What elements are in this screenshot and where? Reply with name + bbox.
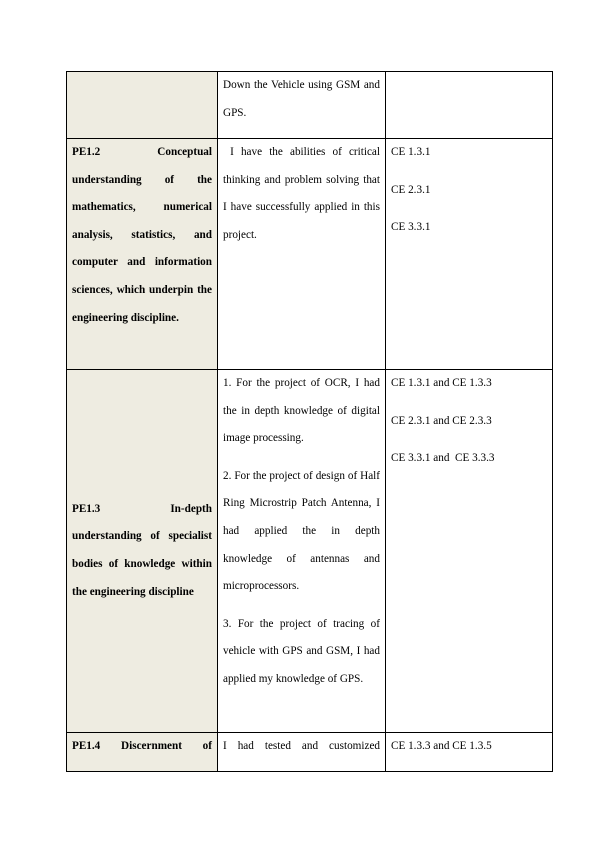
description-cell bbox=[218, 370, 386, 733]
element-text: PE1.4 Discernment of bbox=[72, 740, 212, 752]
reference-cell bbox=[386, 139, 553, 370]
table-row bbox=[67, 139, 553, 370]
ce-reference: CE 2.3.1 and CE 2.3.3 bbox=[391, 414, 492, 427]
description-cell bbox=[218, 139, 386, 370]
description-paragraph: Down the Vehicle using GSM and GPS. bbox=[223, 79, 380, 119]
reference-cell bbox=[386, 370, 553, 733]
ce-reference: CE 3.3.1 bbox=[391, 221, 431, 234]
description-paragraph: I had tested and customized bbox=[223, 740, 380, 752]
ce-reference: CE 2.3.1 bbox=[391, 183, 431, 196]
element-text: PE1.3 In-depth understanding of specialist bodies of knowledge within the engineering discipline bbox=[72, 502, 212, 598]
element-cell bbox=[67, 72, 218, 139]
ce-reference: CE 1.3.1 bbox=[391, 146, 431, 158]
description-cell bbox=[218, 72, 386, 139]
table-row bbox=[67, 733, 553, 772]
competency-table bbox=[66, 71, 553, 772]
table-row bbox=[67, 370, 553, 733]
ce-reference: CE 3.3.1 and CE 3.3.3 bbox=[391, 452, 495, 465]
element-cell bbox=[67, 370, 218, 733]
element-cell bbox=[67, 139, 218, 370]
element-cell bbox=[67, 733, 218, 772]
description-cell bbox=[218, 733, 386, 772]
description-paragraph: I have the abilities of critical thinking and problem solving that I have successfully applied in this project. bbox=[223, 146, 383, 241]
ce-reference: CE 1.3.3 and CE 1.3.5 bbox=[391, 740, 492, 752]
table-row bbox=[67, 72, 553, 139]
element-text: PE1.2 Conceptual understanding of the mathematics, numerical analysis, statistics, and computer and information sciences, which underpin the engineering discipline. bbox=[72, 146, 212, 324]
description-paragraph: 1. For the project of OCR, I had the in depth knowledge of digital image processing. bbox=[223, 377, 380, 445]
reference-cell bbox=[386, 72, 553, 139]
ce-reference: CE 1.3.1 and CE 1.3.3 bbox=[391, 377, 492, 389]
description-paragraph: 3. For the project of tracing of vehicle with GPS and GSM, I had applied my knowledge of GPS. bbox=[223, 617, 380, 685]
reference-cell bbox=[386, 733, 553, 772]
description-paragraph: 2. For the project of design of Half Ring Microstrip Patch Antenna, I had applied the in depth knowledge of antennas and microprocessors. bbox=[223, 469, 380, 593]
